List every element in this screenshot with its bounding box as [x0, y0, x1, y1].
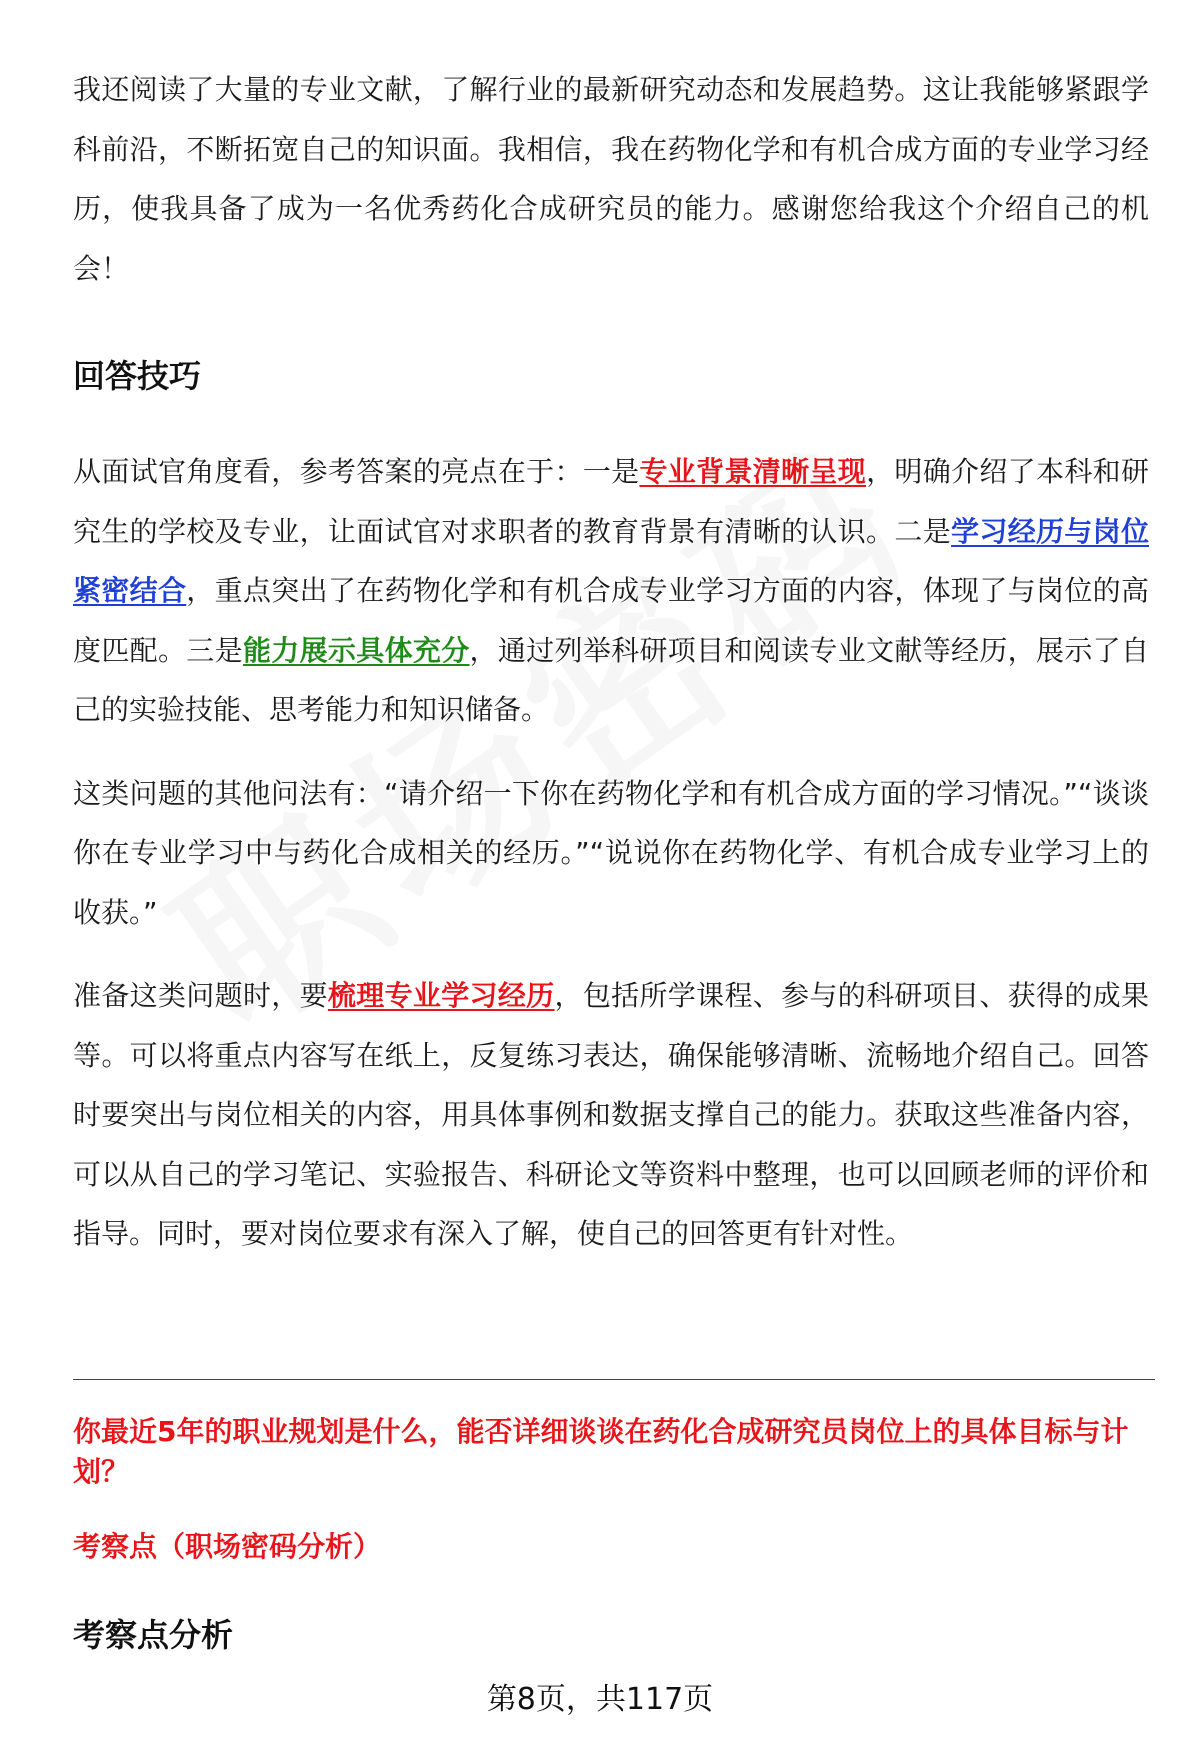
tips-paragraph — [73, 442, 1149, 740]
intro-paragraph: 我还阅读了大量的专业文献，了解行业的最新研究动态和发展趋势。这让我能够紧跟学科前沿，不断拓宽自己的知识面。我相信，我在药物化学和有机合成方面的专业学习经历，使我具备了成为一名优秀药化合成研究员的能力。感谢您给我这个介绍自己的机会！ — [73, 73, 1149, 285]
section-divider — [73, 1379, 1155, 1380]
examination-point-title: 考察点（职场密码分析） — [73, 1530, 382, 1563]
question-title: 你最近5年的职业规划是什么，能否详细谈谈在药化合成研究员岗位上的具体目标与计划？ — [73, 1415, 1129, 1488]
prep-text-1: 准备这类问题时，要 — [73, 979, 328, 1012]
tips-text-2: ，明确介绍了本科和研究生的学校及专业，让面试官对求职者的教育背景有清晰的认识。二是 — [73, 455, 1149, 548]
page-number: 第8页，共117页 — [486, 1682, 714, 1717]
analysis-section-title: 考察点分析 — [73, 1616, 234, 1654]
tips-text-1: 从面试官角度看，参考答案的亮点在于：一是 — [73, 455, 640, 488]
prep-text-2: ，包括所学课程、参与的科研项目、获得的成果等。可以将重点内容写在纸上，反复练习表达，确保能够清晰、流畅地介绍自己。回答时要突出与岗位相关的内容，用具体事例和数据支撑自己的能力。获取这些准备内容，可以从自己的学习笔记、实验报告、科研论文等资料中整理，也可以回顾老师的评价和指导。同时，要对岗位要求有深入了解，使自己的回答更有针对性。 — [73, 979, 1149, 1250]
highlight-prep: 梳理专业学习经历 — [327, 979, 555, 1012]
other-questions-paragraph: 这类问题的其他问法有：“请介绍一下你在药物化学和有机合成方面的学习情况。”“谈谈你在专业学习中与药化合成相关的经历。”“说说你在药物化学、有机合成专业学习上的收获。” — [73, 776, 1149, 929]
highlight-match: 学习经历与岗位紧密结合 — [73, 514, 1149, 607]
preparation-paragraph — [73, 966, 1149, 1264]
highlight-ability: 能力展示具体充分 — [242, 633, 470, 667]
highlight-background: 专业背景清晰呈现 — [639, 455, 867, 488]
tips-text-3: ，重点突出了在药物化学和有机合成专业学习方面的内容，体现了与岗位的高度匹配。三是 — [73, 574, 1149, 667]
tips-text-4: ，通过列举科研项目和阅读专业文献等经历，展示了自己的实验技能、思考能力和知识储备。 — [73, 633, 1149, 726]
content-area — [73, 60, 1149, 1264]
section-title-tips: 回答技巧 — [73, 357, 202, 395]
